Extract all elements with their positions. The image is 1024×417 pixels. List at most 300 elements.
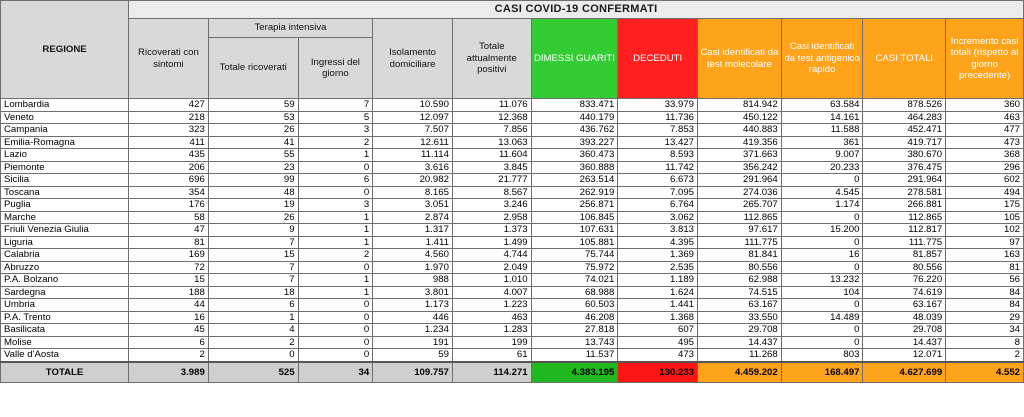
isolamento-cell: 11.114 (373, 149, 453, 162)
antigenico-cell: 0 (781, 261, 863, 274)
table-body (1, 99, 1024, 362)
isolamento-cell: 1.411 (373, 236, 453, 249)
isolamento-cell: 8.165 (373, 186, 453, 199)
molecolare-cell: 97.617 (698, 224, 782, 237)
dimessi-cell: 436.762 (531, 124, 618, 137)
ti-ingressi-cell: 2 (298, 249, 373, 262)
casi-totali-cell: 278.581 (863, 186, 946, 199)
positivi-cell: 8.567 (452, 186, 531, 199)
ti-totale-cell: 19 (208, 199, 298, 212)
ricoverati-cell: 427 (129, 99, 209, 112)
molecolare-cell: 111.775 (698, 236, 782, 249)
ti-totale-cell: 7 (208, 236, 298, 249)
positivi-cell: 7.856 (452, 124, 531, 137)
region-name-cell: Molise (1, 336, 129, 349)
ricoverati-cell: 206 (129, 161, 209, 174)
molecolare-cell: 265.707 (698, 199, 782, 212)
region-header: REGIONE (1, 1, 129, 99)
molecolare-cell: 63.167 (698, 299, 782, 312)
antigenico-cell: 803 (781, 349, 863, 362)
molecolare-cell: 29.708 (698, 324, 782, 337)
antigenico-cell: 11.588 (781, 124, 863, 137)
antigenico-cell: 14.161 (781, 111, 863, 124)
antigenico-cell: 0 (781, 236, 863, 249)
casi-totali-cell: 111.775 (863, 236, 946, 249)
ricoverati-cell: 188 (129, 286, 209, 299)
dimessi-cell: 46.208 (531, 311, 618, 324)
ricoverati-cell: 15 (129, 274, 209, 287)
incremento-cell: 84 (946, 286, 1024, 299)
deceduti-cell: 7.095 (618, 186, 698, 199)
deceduti-header: DECEDUTI (618, 19, 698, 99)
table-row (1, 336, 1024, 349)
antigenico-cell: 104 (781, 286, 863, 299)
ti-ingressi-cell: 0 (298, 186, 373, 199)
ricoverati-cell: 411 (129, 136, 209, 149)
antigenico-cell: 361 (781, 136, 863, 149)
region-name-cell: Sardegna (1, 286, 129, 299)
molecolare-cell: 80.556 (698, 261, 782, 274)
positivi-cell: 3.845 (452, 161, 531, 174)
deceduti-cell: 6.673 (618, 174, 698, 187)
totals-row (1, 362, 1024, 383)
antigenico-header: Casi identificati da test antigenico rapido (781, 19, 863, 99)
ricoverati-cell: 44 (129, 299, 209, 312)
ti-ingressi-cell: 3 (298, 199, 373, 212)
incremento-cell: 463 (946, 111, 1024, 124)
totals-deceduti: 130.233 (618, 362, 698, 383)
incremento-cell: 34 (946, 324, 1024, 337)
dimessi-cell: 74.021 (531, 274, 618, 287)
ti-totale-cell: 7 (208, 274, 298, 287)
ricoverati-header: Ricoverati con sintomi (129, 19, 209, 99)
casi-totali-header: CASI TOTALI (863, 19, 946, 99)
incremento-cell: 473 (946, 136, 1024, 149)
ti-ingressi-cell: 5 (298, 111, 373, 124)
incremento-cell: 56 (946, 274, 1024, 287)
positivi-cell: 1.373 (452, 224, 531, 237)
antigenico-cell: 15.200 (781, 224, 863, 237)
positivi-cell: 21.777 (452, 174, 531, 187)
dimessi-cell: 262.919 (531, 186, 618, 199)
table-row (1, 136, 1024, 149)
deceduti-cell: 11.736 (618, 111, 698, 124)
dimessi-cell: 75.972 (531, 261, 618, 274)
casi-totali-cell: 12.071 (863, 349, 946, 362)
totale-positivi-header: Totale attualmente positivi (452, 19, 531, 99)
table-row (1, 261, 1024, 274)
positivi-cell: 1.223 (452, 299, 531, 312)
casi-totali-cell: 112.865 (863, 211, 946, 224)
positivi-cell: 13.063 (452, 136, 531, 149)
region-name-cell: Abruzzo (1, 261, 129, 274)
table-row (1, 124, 1024, 137)
positivi-cell: 2.958 (452, 211, 531, 224)
ti-ingressi-cell: 0 (298, 299, 373, 312)
antigenico-cell: 13.232 (781, 274, 863, 287)
incremento-cell: 29 (946, 311, 1024, 324)
deceduti-cell: 33.979 (618, 99, 698, 112)
isolamento-cell: 1.317 (373, 224, 453, 237)
isolamento-cell: 1.234 (373, 324, 453, 337)
table-row (1, 211, 1024, 224)
casi-totali-cell: 112.817 (863, 224, 946, 237)
casi-totali-cell: 29.708 (863, 324, 946, 337)
casi-totali-cell: 80.556 (863, 261, 946, 274)
ti-totale-cell: 7 (208, 261, 298, 274)
antigenico-cell: 1.174 (781, 199, 863, 212)
ti-totale-cell: 9 (208, 224, 298, 237)
molecolare-cell: 371.663 (698, 149, 782, 162)
ricoverati-cell: 6 (129, 336, 209, 349)
antigenico-cell: 0 (781, 211, 863, 224)
ricoverati-cell: 45 (129, 324, 209, 337)
dimessi-cell: 68.988 (531, 286, 618, 299)
molecolare-cell: 14.437 (698, 336, 782, 349)
casi-totali-cell: 291.964 (863, 174, 946, 187)
molecolare-cell: 62.988 (698, 274, 782, 287)
deceduti-cell: 607 (618, 324, 698, 337)
incremento-cell: 105 (946, 211, 1024, 224)
isolamento-cell: 3.051 (373, 199, 453, 212)
dimessi-cell: 27.818 (531, 324, 618, 337)
incremento-cell: 296 (946, 161, 1024, 174)
ricoverati-cell: 81 (129, 236, 209, 249)
region-name-cell: Calabria (1, 249, 129, 262)
deceduti-cell: 13.427 (618, 136, 698, 149)
molecolare-cell: 356.242 (698, 161, 782, 174)
totals-casi-totali: 4.627.699 (863, 362, 946, 383)
ti-ingressi-cell: 0 (298, 161, 373, 174)
casi-totali-cell: 63.167 (863, 299, 946, 312)
antigenico-cell: 0 (781, 336, 863, 349)
molecolare-cell: 33.550 (698, 311, 782, 324)
incremento-cell: 84 (946, 299, 1024, 312)
isolamento-cell: 2.874 (373, 211, 453, 224)
antigenico-cell: 0 (781, 324, 863, 337)
incremento-cell: 477 (946, 124, 1024, 137)
incremento-cell: 494 (946, 186, 1024, 199)
deceduti-cell: 473 (618, 349, 698, 362)
isolamento-cell: 1.173 (373, 299, 453, 312)
table-row (1, 161, 1024, 174)
dimessi-cell: 107.631 (531, 224, 618, 237)
ti-totale-cell: 15 (208, 249, 298, 262)
molecolare-cell: 81.841 (698, 249, 782, 262)
deceduti-cell: 1.624 (618, 286, 698, 299)
region-name-cell: Friuli Venezia Giulia (1, 224, 129, 237)
table-row (1, 111, 1024, 124)
ti-totale-cell: 53 (208, 111, 298, 124)
dimessi-cell: 60.503 (531, 299, 618, 312)
ricoverati-cell: 16 (129, 311, 209, 324)
isolamento-cell: 4.560 (373, 249, 453, 262)
casi-totali-cell: 380.670 (863, 149, 946, 162)
incremento-cell: 81 (946, 261, 1024, 274)
ti-ingressi-cell: 2 (298, 136, 373, 149)
region-name-cell: Toscana (1, 186, 129, 199)
deceduti-cell: 3.062 (618, 211, 698, 224)
isolamento-cell: 7.507 (373, 124, 453, 137)
ti-totale-cell: 59 (208, 99, 298, 112)
ti-totale-cell: 23 (208, 161, 298, 174)
incremento-cell: 175 (946, 199, 1024, 212)
totals-ti-totale: 525 (208, 362, 298, 383)
positivi-cell: 12.368 (452, 111, 531, 124)
table-row (1, 324, 1024, 337)
region-name-cell: Umbria (1, 299, 129, 312)
ti-ingressi-cell: 3 (298, 124, 373, 137)
ti-totale-cell: 99 (208, 174, 298, 187)
region-name-cell: P.A. Trento (1, 311, 129, 324)
table-row (1, 199, 1024, 212)
antigenico-cell: 63.584 (781, 99, 863, 112)
table-row (1, 149, 1024, 162)
incremento-header: Incremento casi totali (rispetto al giorno precedente) (946, 19, 1024, 99)
dimessi-cell: 106.845 (531, 211, 618, 224)
table-row (1, 236, 1024, 249)
table-row (1, 174, 1024, 187)
region-name-cell: Puglia (1, 199, 129, 212)
isolamento-cell: 988 (373, 274, 453, 287)
dimessi-cell: 360.888 (531, 161, 618, 174)
antigenico-cell: 0 (781, 174, 863, 187)
region-name-cell: Liguria (1, 236, 129, 249)
ricoverati-cell: 72 (129, 261, 209, 274)
incremento-cell: 163 (946, 249, 1024, 262)
region-name-cell: Emilia-Romagna (1, 136, 129, 149)
ti-ingressi-cell: 0 (298, 349, 373, 362)
ti-totale-cell: 0 (208, 349, 298, 362)
dimessi-cell: 105.881 (531, 236, 618, 249)
molecolare-cell: 112.865 (698, 211, 782, 224)
deceduti-cell: 1.189 (618, 274, 698, 287)
isolamento-cell: 3.801 (373, 286, 453, 299)
positivi-cell: 1.499 (452, 236, 531, 249)
terapia-intensiva-header: Terapia intensiva (208, 19, 372, 38)
ti-totale-cell: 6 (208, 299, 298, 312)
ti-ingressi-cell: 1 (298, 236, 373, 249)
antigenico-cell: 9.007 (781, 149, 863, 162)
casi-totali-cell: 878.526 (863, 99, 946, 112)
table-row (1, 299, 1024, 312)
dimessi-cell: 256.871 (531, 199, 618, 212)
incremento-cell: 360 (946, 99, 1024, 112)
positivi-cell: 3.246 (452, 199, 531, 212)
antigenico-cell: 4.545 (781, 186, 863, 199)
table-row (1, 274, 1024, 287)
isolamento-cell: 446 (373, 311, 453, 324)
ti-totale-cell: 18 (208, 286, 298, 299)
ricoverati-cell: 696 (129, 174, 209, 187)
dimessi-cell: 75.744 (531, 249, 618, 262)
casi-totali-cell: 376.475 (863, 161, 946, 174)
deceduti-cell: 8.593 (618, 149, 698, 162)
region-name-cell: Sicilia (1, 174, 129, 187)
positivi-cell: 11.076 (452, 99, 531, 112)
molecolare-cell: 419.356 (698, 136, 782, 149)
ricoverati-cell: 218 (129, 111, 209, 124)
positivi-cell: 1.283 (452, 324, 531, 337)
totals-ricoverati: 3.989 (129, 362, 209, 383)
isolamento-cell: 12.097 (373, 111, 453, 124)
molecolare-cell: 291.964 (698, 174, 782, 187)
incremento-cell: 8 (946, 336, 1024, 349)
molecolare-cell: 440.883 (698, 124, 782, 137)
ti-ingressi-cell: 1 (298, 274, 373, 287)
dimessi-cell: 393.227 (531, 136, 618, 149)
ti-ingressi-cell: 7 (298, 99, 373, 112)
region-name-cell: Basilicata (1, 324, 129, 337)
totals-molecolare: 4.459.202 (698, 362, 782, 383)
ti-totale-cell: 55 (208, 149, 298, 162)
table-row (1, 186, 1024, 199)
totals-isolamento: 109.757 (373, 362, 453, 383)
molecolare-cell: 450.122 (698, 111, 782, 124)
region-name-cell: Marche (1, 211, 129, 224)
casi-totali-cell: 76.220 (863, 274, 946, 287)
region-name-cell: Lombardia (1, 99, 129, 112)
ti-ingressi-cell: 0 (298, 336, 373, 349)
ricoverati-cell: 354 (129, 186, 209, 199)
positivi-cell: 4.744 (452, 249, 531, 262)
dimessi-cell: 440.179 (531, 111, 618, 124)
ricoverati-cell: 323 (129, 124, 209, 137)
region-name-cell: P.A. Bolzano (1, 274, 129, 287)
ti-totale-cell: 26 (208, 211, 298, 224)
isolamento-cell: 10.590 (373, 99, 453, 112)
totals-positivi: 114.271 (452, 362, 531, 383)
totals-antigenico: 168.497 (781, 362, 863, 383)
incremento-cell: 102 (946, 224, 1024, 237)
dimessi-cell: 263.514 (531, 174, 618, 187)
ti-totale-cell: 26 (208, 124, 298, 137)
casi-totali-cell: 74.619 (863, 286, 946, 299)
deceduti-cell: 6.764 (618, 199, 698, 212)
region-name-cell: Piemonte (1, 161, 129, 174)
ti-ingressi-cell: 6 (298, 174, 373, 187)
deceduti-cell: 2.535 (618, 261, 698, 274)
ti-ingressi-cell: 0 (298, 311, 373, 324)
table-row (1, 99, 1024, 112)
incremento-cell: 602 (946, 174, 1024, 187)
casi-totali-cell: 452.471 (863, 124, 946, 137)
isolamento-cell: 12.611 (373, 136, 453, 149)
dimessi-cell: 11.537 (531, 349, 618, 362)
ricoverati-cell: 47 (129, 224, 209, 237)
ricoverati-cell: 169 (129, 249, 209, 262)
table-row (1, 311, 1024, 324)
deceduti-cell: 1.368 (618, 311, 698, 324)
ti-totale-cell: 4 (208, 324, 298, 337)
dimessi-cell: 833.471 (531, 99, 618, 112)
positivi-cell: 61 (452, 349, 531, 362)
dimessi-cell: 360.473 (531, 149, 618, 162)
dimessi-cell: 13.743 (531, 336, 618, 349)
incremento-cell: 97 (946, 236, 1024, 249)
deceduti-cell: 1.441 (618, 299, 698, 312)
ricoverati-cell: 2 (129, 349, 209, 362)
deceduti-cell: 4.395 (618, 236, 698, 249)
region-name-cell: Veneto (1, 111, 129, 124)
ricoverati-cell: 435 (129, 149, 209, 162)
ti-ingressi-cell: 1 (298, 286, 373, 299)
casi-totali-cell: 48.039 (863, 311, 946, 324)
positivi-cell: 1.010 (452, 274, 531, 287)
dimessi-header: DIMESSI GUARITI (531, 19, 618, 99)
totals-incremento: 4.552 (946, 362, 1024, 383)
casi-totali-cell: 14.437 (863, 336, 946, 349)
deceduti-cell: 3.813 (618, 224, 698, 237)
isolamento-cell: 3.616 (373, 161, 453, 174)
ti-ingressi-header: Ingressi del giorno (298, 38, 373, 99)
molecolare-cell: 74.515 (698, 286, 782, 299)
positivi-cell: 199 (452, 336, 531, 349)
ti-ingressi-cell: 1 (298, 224, 373, 237)
isolamento-cell: 1.970 (373, 261, 453, 274)
region-name-cell: Lazio (1, 149, 129, 162)
deceduti-cell: 1.369 (618, 249, 698, 262)
positivi-cell: 2.049 (452, 261, 531, 274)
region-name-cell: Valle d'Aosta (1, 349, 129, 362)
ti-ingressi-cell: 0 (298, 324, 373, 337)
table-row (1, 224, 1024, 237)
molecolare-header: Casi identificati da test molecolare (698, 19, 782, 99)
antigenico-cell: 14.489 (781, 311, 863, 324)
ricoverati-cell: 58 (129, 211, 209, 224)
totals-label: TOTALE (1, 362, 129, 383)
table-row (1, 286, 1024, 299)
table-row (1, 249, 1024, 262)
table-title: CASI COVID-19 CONFERMATI (129, 1, 1024, 19)
deceduti-cell: 495 (618, 336, 698, 349)
positivi-cell: 4.007 (452, 286, 531, 299)
ti-totale-header: Totale ricoverati (208, 38, 298, 99)
ti-totale-cell: 1 (208, 311, 298, 324)
incremento-cell: 2 (946, 349, 1024, 362)
ti-ingressi-cell: 0 (298, 261, 373, 274)
antigenico-cell: 16 (781, 249, 863, 262)
ti-totale-cell: 48 (208, 186, 298, 199)
incremento-cell: 368 (946, 149, 1024, 162)
region-name-cell: Campania (1, 124, 129, 137)
positivi-cell: 11.604 (452, 149, 531, 162)
molecolare-cell: 11.268 (698, 349, 782, 362)
ti-ingressi-cell: 1 (298, 211, 373, 224)
antigenico-cell: 20.233 (781, 161, 863, 174)
table-row (1, 349, 1024, 362)
positivi-cell: 463 (452, 311, 531, 324)
isolamento-cell: 20.982 (373, 174, 453, 187)
ti-totale-cell: 41 (208, 136, 298, 149)
totals-dimessi: 4.383.195 (531, 362, 618, 383)
deceduti-cell: 7.853 (618, 124, 698, 137)
molecolare-cell: 274.036 (698, 186, 782, 199)
antigenico-cell: 0 (781, 299, 863, 312)
molecolare-cell: 814.942 (698, 99, 782, 112)
isolamento-header: Isolamento domiciliare (373, 19, 453, 99)
deceduti-cell: 11.742 (618, 161, 698, 174)
ti-ingressi-cell: 1 (298, 149, 373, 162)
casi-totali-cell: 464.283 (863, 111, 946, 124)
casi-totali-cell: 266.881 (863, 199, 946, 212)
ti-totale-cell: 2 (208, 336, 298, 349)
casi-totali-cell: 81.857 (863, 249, 946, 262)
isolamento-cell: 59 (373, 349, 453, 362)
casi-totali-cell: 419.717 (863, 136, 946, 149)
isolamento-cell: 191 (373, 336, 453, 349)
totals-ti-ingressi: 34 (298, 362, 373, 383)
